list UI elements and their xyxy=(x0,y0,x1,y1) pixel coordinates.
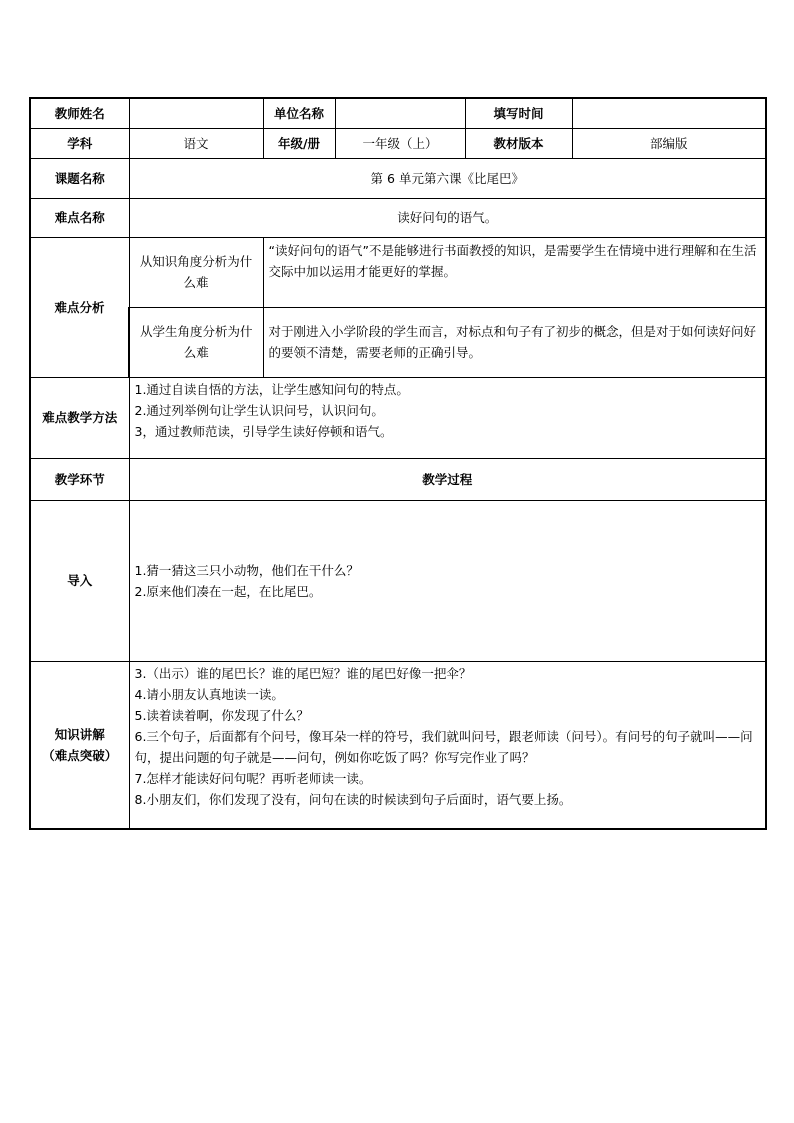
lesson-plan-table xyxy=(29,97,767,830)
knowledge-explanation-title: 知识讲解 xyxy=(54,726,105,742)
intro-item: 2.原来他们凑在一起，在比尾巴。 xyxy=(134,583,322,599)
knowledge-item: 6.三个句子，后面都有个问号，像耳朵一样的符号，我们就叫问号，跟老师读（问号）。有问号的句子就叫——问句，提出问题的句子就是——问句，例如你吃饭了吗？你写完作业了吗？ xyxy=(134,728,753,765)
teacher-name-label: 教师姓名 xyxy=(30,98,129,128)
row-teacher xyxy=(30,98,766,128)
fill-date-label: 填写时间 xyxy=(465,98,572,128)
row-knowledge-analysis xyxy=(30,237,766,307)
knowledge-angle-text: “读好问句的语气”不是能够进行书面教授的知识，是需要学生在情境中进行理解和在生活交际中加以运用才能更好的掌握。 xyxy=(263,237,766,307)
intro-list xyxy=(129,500,766,661)
row-lesson-title xyxy=(30,158,766,198)
knowledge-explanation-list xyxy=(129,661,766,829)
grade-label: 年级/册 xyxy=(263,128,335,158)
knowledge-item: 7.怎样才能读好问句呢？再听老师读一读。 xyxy=(134,770,372,786)
unit-name-label: 单位名称 xyxy=(263,98,335,128)
teaching-stage-label: 教学环节 xyxy=(30,458,129,500)
knowledge-item: 5.读着读着啊，你发现了什么？ xyxy=(134,707,309,723)
row-intro xyxy=(30,500,766,661)
subject-value: 语文 xyxy=(129,128,263,158)
student-angle-label: 从学生角度分析为什么难 xyxy=(129,307,263,377)
intro-item: 1.猜一猜这三只小动物，他们在干什么？ xyxy=(134,562,359,578)
teaching-methods-label: 难点教学方法 xyxy=(30,377,129,458)
teaching-process-label: 教学过程 xyxy=(129,458,766,500)
unit-name-value xyxy=(335,98,465,128)
knowledge-explanation-label xyxy=(30,661,129,829)
difficulty-name-label: 难点名称 xyxy=(30,198,129,237)
row-process-header xyxy=(30,458,766,500)
intro-label: 导入 xyxy=(30,500,129,661)
method-item: 2.通过列举例句让学生认识问号，认识问句。 xyxy=(134,402,384,418)
row-student-analysis xyxy=(30,307,766,377)
method-item: 1.通过自读自悟的方法，让学生感知问句的特点。 xyxy=(134,381,409,397)
knowledge-item: 4.请小朋友认真地读一读。 xyxy=(134,686,284,702)
row-knowledge-explanation xyxy=(30,661,766,829)
fill-date-value xyxy=(572,98,766,128)
teaching-methods-list xyxy=(129,377,766,458)
method-item: 3，通过教师范读，引导学生读好停顿和语气。 xyxy=(134,423,393,439)
edition-value: 部编版 xyxy=(572,128,766,158)
row-difficulty-name xyxy=(30,198,766,237)
knowledge-angle-label: 从知识角度分析为什么难 xyxy=(129,237,263,307)
edition-label: 教材版本 xyxy=(465,128,572,158)
lesson-title-label: 课题名称 xyxy=(30,158,129,198)
lesson-title-value: 第 6 单元第六课《比尾巴》 xyxy=(129,158,766,198)
teacher-name-value xyxy=(129,98,263,128)
subject-label: 学科 xyxy=(30,128,129,158)
row-subject xyxy=(30,128,766,158)
student-angle-text: 对于刚进入小学阶段的学生而言，对标点和句子有了初步的概念，但是对于如何读好问好的要领不清楚，需要老师的正确引导。 xyxy=(263,307,766,377)
grade-value: 一年级（上） xyxy=(335,128,465,158)
difficulty-name-value: 读好问句的语气。 xyxy=(129,198,766,237)
knowledge-item: 3.（出示）谁的尾巴长？谁的尾巴短？谁的尾巴好像一把伞？ xyxy=(134,665,472,681)
knowledge-item: 8.小朋友们，你们发现了没有，问句在读的时候读到句子后面时，语气要上扬。 xyxy=(134,791,572,807)
row-teaching-methods xyxy=(30,377,766,458)
difficulty-analysis-label: 难点分析 xyxy=(30,237,129,377)
difficulty-breakthrough-note: （难点突破） xyxy=(42,747,118,763)
